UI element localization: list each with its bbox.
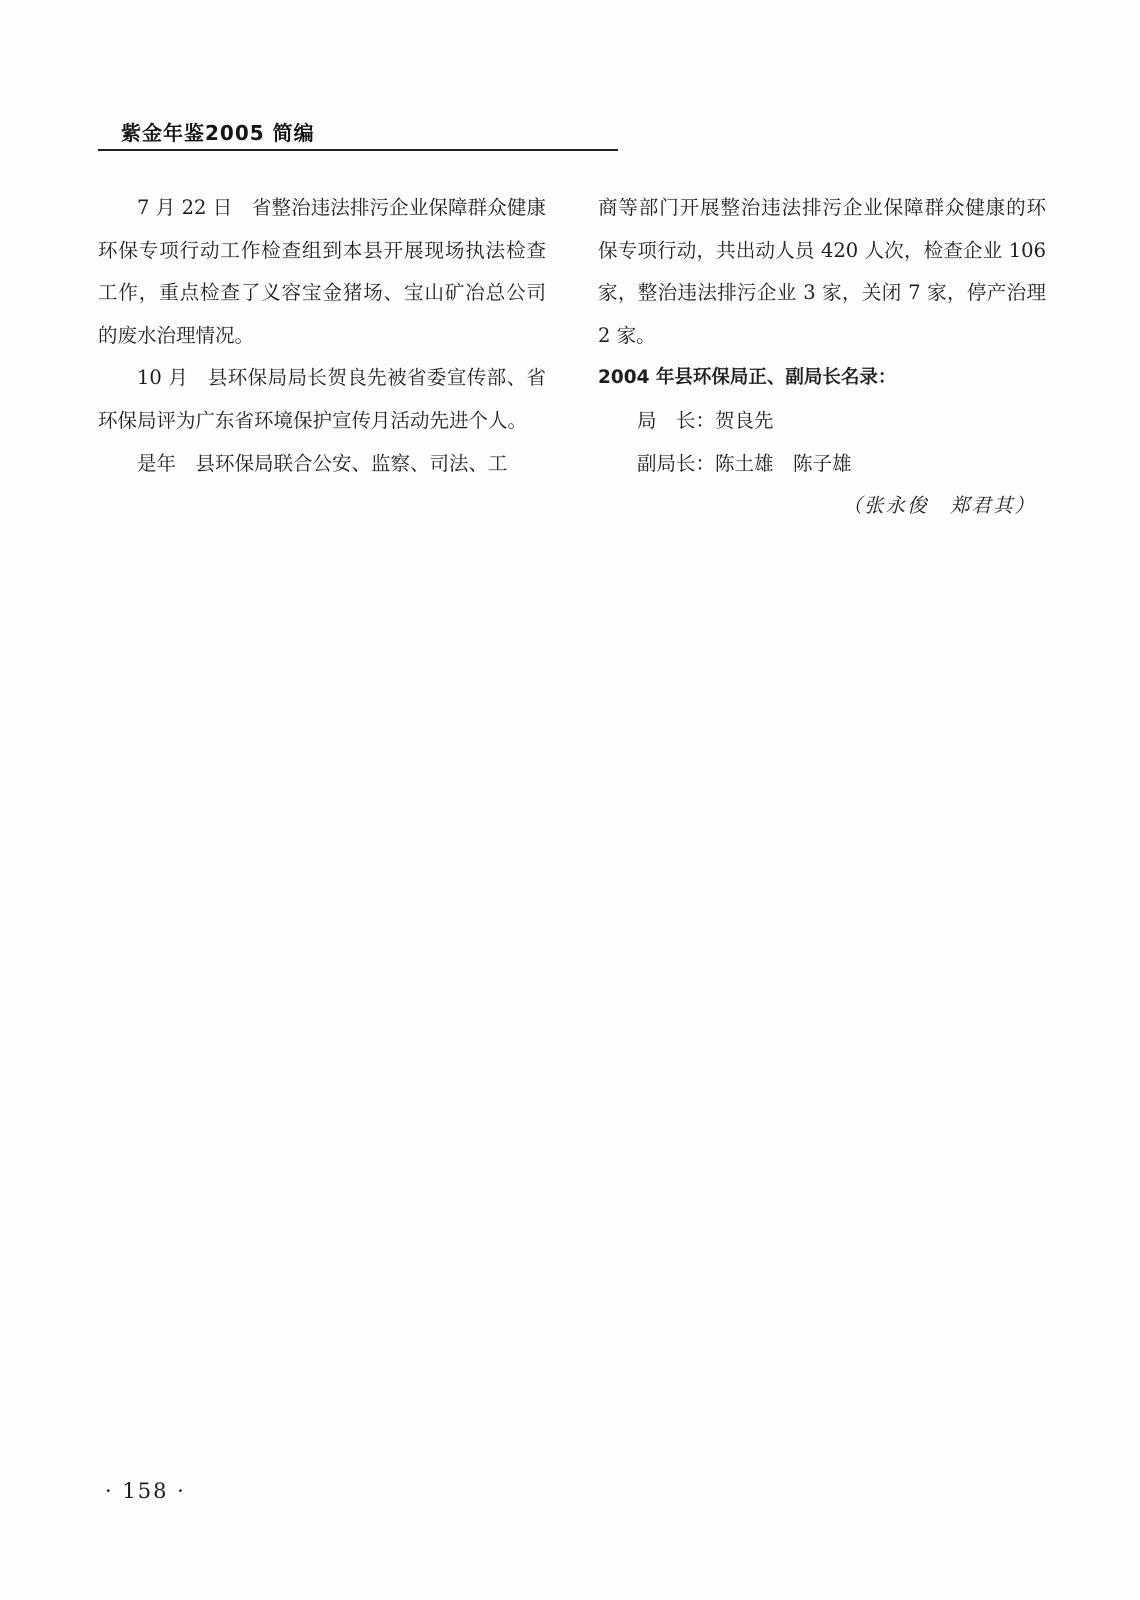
deputy-director-line (598, 443, 1046, 486)
deputy-director-2: 陈子雄 (793, 451, 852, 475)
right-column (598, 187, 1046, 528)
entry-text: 省整治违法排污企业保障群众健康环保专项行动工作检查组到本县开展现场执法检查工作，重点检查了义容宝金猪场、宝山矿冶总公司的废水治理情况。 (98, 196, 546, 347)
running-header: 紫金年鉴2005 简编 (121, 121, 315, 145)
deputy-director-1: 副局长：陈土雄 (637, 451, 774, 475)
entry-date: 10 月 (137, 366, 189, 390)
author-credit: （张永俊 郑君其） (842, 494, 1036, 518)
directors-list-heading: 2004 年县环保局正、副局长名录： (598, 367, 897, 389)
entry-october (98, 357, 546, 442)
entry-this-year (98, 443, 546, 486)
page-number: · 158 · (105, 1479, 186, 1503)
header-rule (98, 149, 618, 151)
entry-text: 县环保局联合公安、监察、司法、工 (195, 451, 508, 475)
left-column (98, 187, 546, 485)
director-line: 局 长：贺良先 (637, 408, 774, 432)
entry-july-22 (98, 187, 546, 357)
entry-continuation: 商等部门开展整治违法排污企业保障群众健康的环保专项行动，共出动人员 420 人次，检查企业 106 家，整治违法排污企业 3 家，关闭 7 家，停产治理 2 家。 (598, 196, 1046, 347)
entry-date: 7 月 22 日 (137, 196, 233, 219)
entry-text: 县环保局局长贺良先被省委宣传部、省环保局评为广东省环境保护宣传月活动先进个人。 (98, 366, 546, 432)
entry-date: 是年 (137, 451, 177, 475)
